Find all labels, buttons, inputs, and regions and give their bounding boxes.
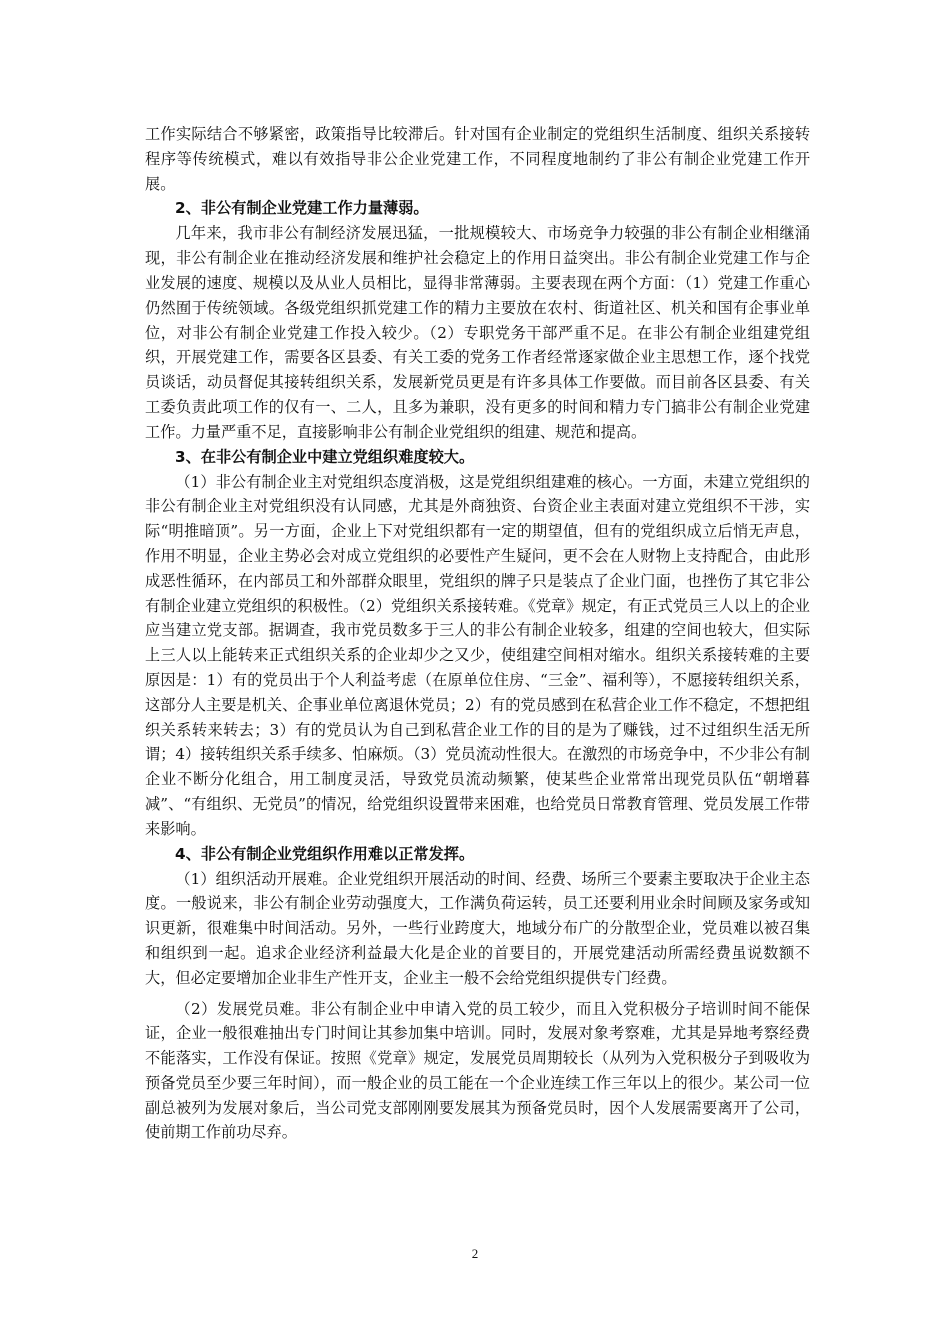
- section-heading: 4、非公有制企业党组织作用难以正常发挥。: [175, 844, 475, 863]
- document-body: [145, 122, 810, 1145]
- paragraph: 工作实际结合不够紧密，政策指导比较滞后。针对国有企业制定的党组织生活制度、组织关系接转程序等传统模式，难以有效指导非公企业党建工作，不同程度地制约了非公有制企业党建工作开展。: [145, 125, 810, 193]
- paragraph: （1）组织活动开展难。企业党组织开展活动的时间、经费、场所三个要素主要取决于企业主态度。一般说来，非公有制企业劳动强度大，工作满负荷运转，员工还要利用业余时间顾及家务或知识更新，很难集中时间活动。另外，一些行业跨度大，地域分布广的分散型企业，党员难以被召集和组织到一起。追求企业经济利益最大化是企业的首要目的，开展党建活动所需经费虽说数额不大，但必定要增加企业非生产性开支，企业主一般不会给党组织提供专门经费。: [145, 869, 810, 987]
- paragraph: （2）发展党员难。非公有制企业中申请入党的员工较少，而且入党积极分子培训时间不能保证，企业一般很难抽出专门时间让其参加集中培训。同时，发展对象考察难，尤其是异地考察经费不能落实，工作没有保证。按照《党章》规定，发展党员周期较长（从列为入党积极分子到吸收为预备党员至少要三年时间），而一般企业的员工能在一个企业连续工作三年以上的很少。某公司一位副总被列为发展对象后，当公司党支部刚刚要发展其为预备党员时，因个人发展需要离开了公司，使前期工作前功尽弃。: [145, 999, 810, 1142]
- section-heading: 3、在非公有制企业中建立党组织难度较大。: [175, 447, 475, 466]
- paragraph: 几年来，我市非公有制经济发展迅猛，一批规模较大、市场竞争力较强的非公有制企业相继涌现，非公有制企业在推动经济发展和维护社会稳定上的作用日益突出。非公有制企业党建工作与企业发展的速度、规模以及从业人员相比，显得非常薄弱。主要表现在两个方面：（1）党建工作重心仍然囿于传统领域。各级党组织抓党建工作的精力主要放在农村、街道社区、机关和国有企事业单位，对非公有制企业党建工作投入较少。（2）专职党务干部严重不足。在非公有制企业组建党组织，开展党建工作，需要各区县委、有关工委的党务工作者经常逐家做企业主思想工作，逐个找党员谈话，动员督促其接转组织关系，发展新党员更是有许多具体工作要做。而目前各区县委、有关工委负责此项工作的仅有一、二人，且多为兼职，没有更多的时间和精力专门搞非公有制企业党建工作。力量严重不足，直接影响非公有制企业党组织的组建、规范和提高。: [145, 224, 810, 441]
- section-heading: 2、非公有制企业党建工作力量薄弱。: [175, 199, 429, 218]
- page-number: 2: [471, 1246, 479, 1261]
- paragraph: （1）非公有制企业主对党组织态度消极，这是党组织组建难的核心。一方面，未建立党组织的非公有制企业主对党组织没有认同感，尤其是外商独资、台资企业主表面对建立党组织不干涉，实际“明推暗顶”。另一方面，企业上下对党组织都有一定的期望值，但有的党组织成立后悄无声息，作用不明显，企业主势必会对成立党组织的必要性产生疑问，更不会在人财物上支持配合，由此形成恶性循环，在内部员工和外部群众眼里，党组织的牌子只是装点了企业门面，也挫伤了其它非公有制企业建立党组织的积极性。（2）党组织关系接转难。《党章》规定，有正式党员三人以上的企业应当建立党支部。据调查，我市党员数多于三人的非公有制企业较多，组建的空间也较大，但实际上三人以上能转来正式组织关系的企业却少之又少，使组建空间相对缩水。组织关系接转难的主要原因是：1）有的党员出于个人利益考虑（在原单位住房、“三金”、福利等），不愿接转组织关系，这部分人主要是机关、企事业单位离退休党员；2）有的党员感到在私营企业工作不稳定，不想把组织关系转来转去；3）有的党员认为自己到私营企业工作的目的是为了赚钱，过不过组织生活无所谓；4）接转组织关系手续多、怕麻烦。（3）党员流动性很大。在激烈的市场竞争中，不少非公有制企业不断分化组合，用工制度灵活，导致党员流动频繁，使某些企业常常出现党员队伍“朝增暮减”、“有组织、无党员”的情况，给党组织设置带来困难，也给党员日常教育管理、党员发展工作带来影响。: [145, 472, 810, 838]
